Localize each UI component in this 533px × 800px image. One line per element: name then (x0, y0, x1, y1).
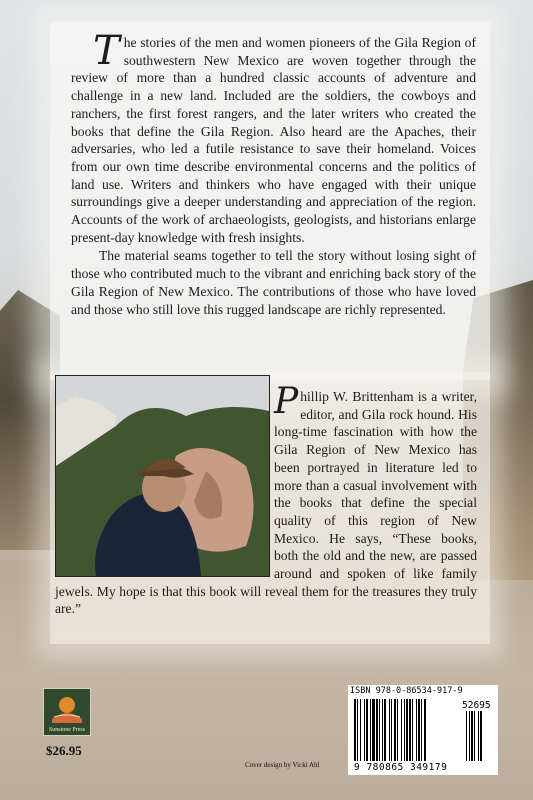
isbn-top-label: ISBN 978-0-86534-917-9 (350, 686, 463, 696)
cover-credit: Cover design by Vicki Ahl (245, 761, 320, 769)
barcode-bar (401, 699, 402, 761)
barcode-bar (389, 699, 390, 761)
barcode-addon-bar (469, 711, 470, 761)
blurb-dropcap: T (93, 28, 120, 74)
logo-text: Sunstone Press (48, 727, 86, 733)
barcode-bar (416, 699, 417, 761)
barcode-bar (409, 699, 411, 761)
price: $26.95 (46, 743, 82, 758)
barcode-bar (366, 699, 368, 761)
author-bio-text: hillip W. Brittenham is a writer, editor, and Gila rock hound. His long-time fascination with how the Gila Region of New Mexico has been portrayed in literature led to more than a casual involvement with the books that define the special quality of this region of New Mexico. He says, “These books, both the old and the new, are passed around and spoken of like family jewels. My hope is that this book will reveal them for the treasures they truly are.” (55, 389, 477, 617)
barcode-bar (421, 699, 422, 761)
barcode-bar (394, 699, 396, 761)
barcode-bar (364, 699, 365, 761)
barcode-bar (370, 699, 371, 761)
barcode-bar (412, 699, 413, 761)
isbn-digits: 9 780865 349179 (354, 762, 448, 773)
barcode-bar (372, 699, 375, 761)
publisher-logo (43, 688, 91, 736)
barcode-addon-bar (478, 711, 479, 761)
author-dropcap: P (274, 381, 299, 422)
barcode-bar (354, 699, 356, 761)
barcode-bar (382, 699, 383, 761)
barcode-addon-bar (466, 711, 467, 761)
photo-spacer (55, 388, 274, 576)
sunstone-logo-icon (44, 689, 90, 735)
barcode-bar (424, 699, 426, 761)
blurb-paragraph-1 (71, 28, 476, 246)
barcode-bar (384, 699, 386, 761)
barcode-addon-bar (471, 711, 473, 761)
barcode-addon-bar (480, 711, 482, 761)
barcode-bar (357, 699, 358, 761)
blurb-paragraph-2: The material seams together to tell the story without losing sight of those who contributed much to the vibrant and enriching back story of the Gila Region of New Mexico. The contributions of those who have loved and those who still love this rugged landscape are richly represented. (71, 248, 476, 317)
author-bio (55, 381, 477, 618)
barcode-bar (397, 699, 398, 761)
barcode-bar (376, 699, 378, 761)
barcode-bar (379, 699, 380, 761)
barcode-bar (360, 699, 361, 761)
barcode-bar (391, 699, 392, 761)
barcode-price-code: 52695 (462, 700, 491, 711)
barcode-addon-bar (474, 711, 475, 761)
blurb-paragraph-1-text: he stories of the men and women pioneers of the Gila Region of southwestern New Mexico are woven together through the review of more than a hundred classic accounts of adventure and challenge in a new land. Included are the soldiers, the cowboys and ranchers, the first forest rangers, and the later writers who created the books that define the Gila Region. Also heard are the Apaches, their adversaries, who led a futile resistance to save their homeland. Voices from our own time describe environmental concerns and the politics of land use. Writers and thinkers who have engaged with their unique surroundings give a deeper understanding and appreciation of the region. Accounts of the work of archaeologists, geologists, and historians enlarge present-day knowledge with fresh insights. (71, 35, 476, 245)
barcode-bar (404, 699, 405, 761)
barcode-bar (406, 699, 408, 761)
book-blurb (71, 28, 476, 318)
barcode-bar (418, 699, 420, 761)
